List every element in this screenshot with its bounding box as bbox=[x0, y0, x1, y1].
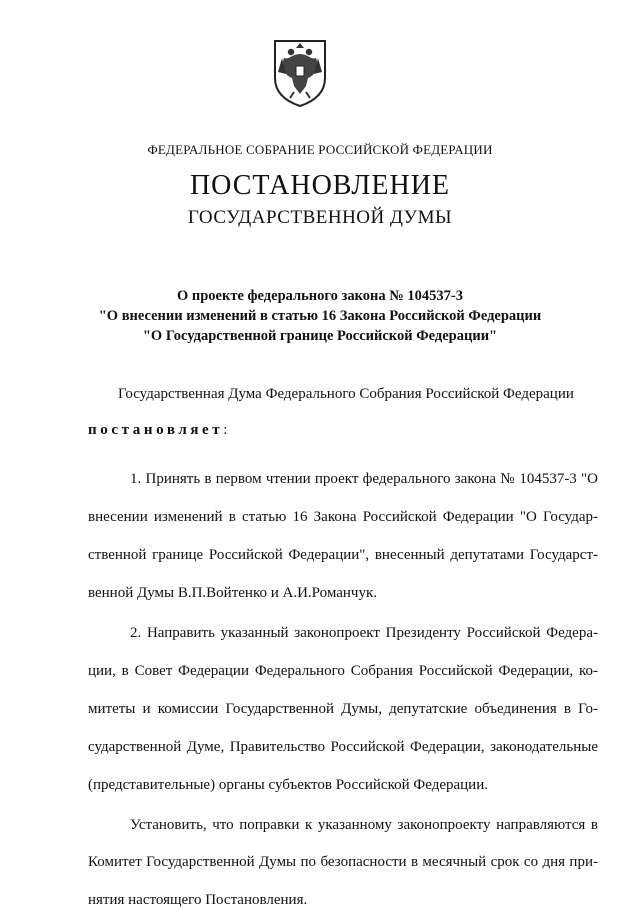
coat-of-arms-emblem bbox=[272, 38, 328, 108]
paragraph-line: ственной границе Российской Федерации", внесенный депутатами Государст- bbox=[88, 547, 598, 563]
intro-line: Государственная Дума Федерального Собрания Российской Федерации bbox=[118, 386, 574, 402]
decree-word: постановляет bbox=[88, 422, 224, 438]
subject-line: "О Государственной границе Российской Федерации" bbox=[142, 328, 498, 344]
document-subtitle: ГОСУДАРСТВЕННОЙ ДУМЫ bbox=[187, 207, 453, 228]
subject-line: О проекте федерального закона № 104537-3 bbox=[176, 288, 464, 304]
decree-line bbox=[88, 420, 598, 440]
paragraph-line: 1. Принять в первом чтении проект федерального закона № 104537-3 "О bbox=[130, 471, 598, 487]
assembly-heading: ФЕДЕРАЛЬНОЕ СОБРАНИЕ РОССИЙСКОЙ ФЕДЕРАЦИИ bbox=[147, 142, 493, 157]
paragraph-line: Комитет Государственной Думы по безопасности в месячный срок со дня при- bbox=[88, 854, 598, 870]
decree-colon: : bbox=[223, 422, 228, 438]
paragraph-line: ции, в Совет Федерации Федерального Собрания Российской Федерации, ко- bbox=[88, 663, 598, 679]
paragraph-line: Установить, что поправки к указанному законопроекту направляются в bbox=[130, 817, 598, 833]
resolution-subject bbox=[0, 286, 640, 346]
paragraph-line: нятия настоящего Постановления. bbox=[88, 892, 308, 908]
paragraph-line: сударственной Думе, Правительство Российской Федерации, законодательные bbox=[88, 739, 598, 755]
subject-line: "О внесении изменений в статью 16 Закона Российской Федерации bbox=[98, 308, 542, 324]
paragraph-line: 2. Направить указанный законопроект Президенту Российской Федера- bbox=[130, 625, 598, 641]
document-title: ПОСТАНОВЛЕНИЕ bbox=[189, 170, 451, 201]
paragraph-line: митеты и комиссии Государственной Думы, депутатские объединения в Го- bbox=[88, 701, 598, 717]
paragraph-line: (представительные) органы субъектов Российской Федерации. bbox=[88, 777, 488, 793]
paragraph-line: венной Думы В.П.Войтенко и А.И.Романчук. bbox=[88, 585, 378, 601]
paragraph-line: внесении изменений в статью 16 Закона Российской Федерации "О Государ- bbox=[88, 509, 598, 525]
